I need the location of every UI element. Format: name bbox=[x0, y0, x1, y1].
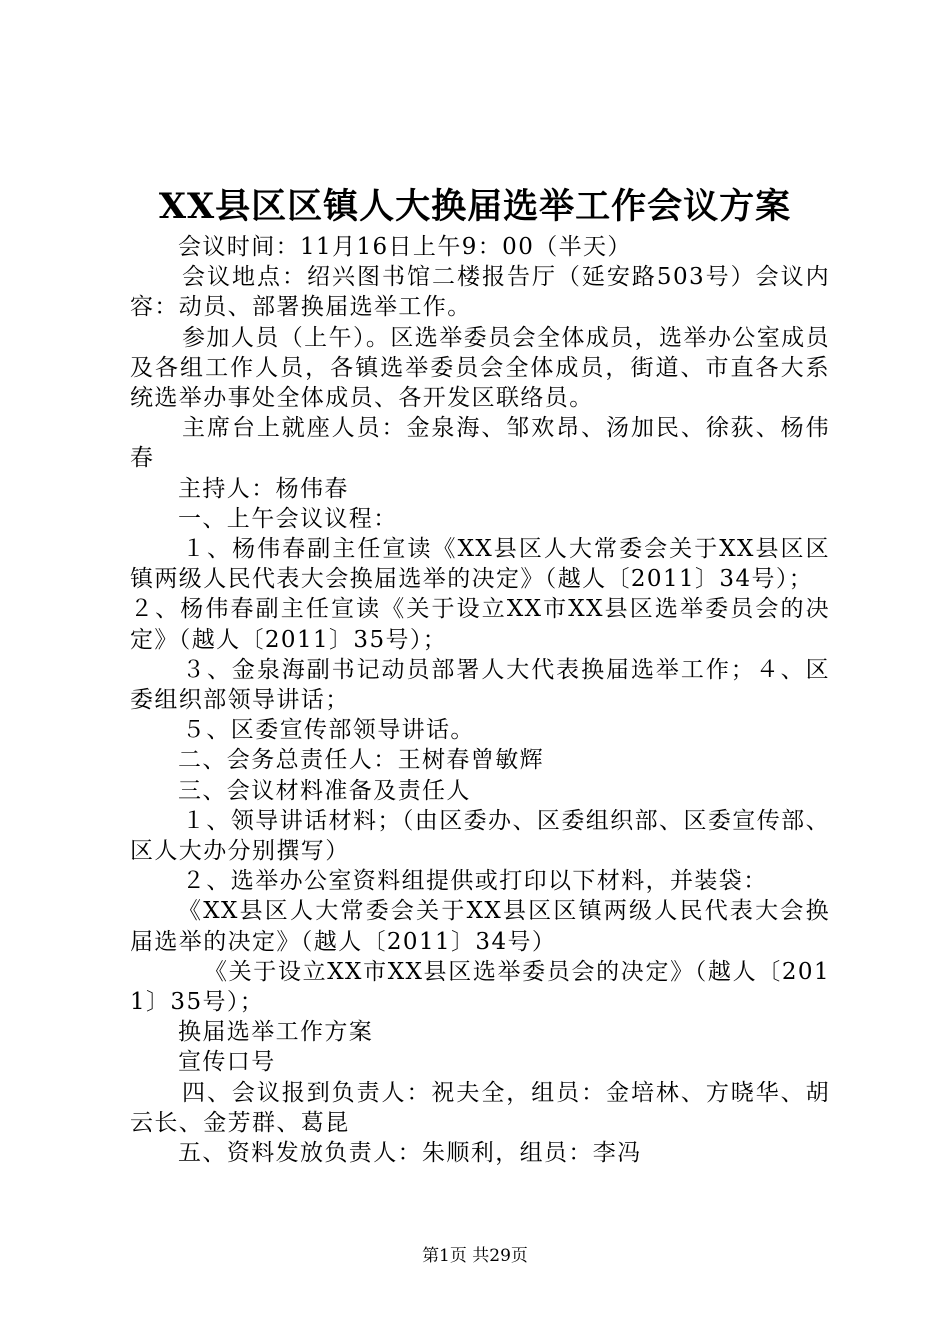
paragraph-host: 主持人：杨伟春 bbox=[178, 475, 349, 502]
paragraph-agenda-item-2: ２、杨伟春副主任宣读《关于设立XX市XX县区选举委员会的决定》（越人〔2011〕35号）； bbox=[130, 596, 830, 653]
paragraph-materials-heading: 三、会议材料准备及责任人 bbox=[178, 777, 471, 804]
paragraph-materials-item-2: ２、选举办公室资料组提供或打印以下材料，并装袋： bbox=[182, 868, 768, 895]
paragraph-agenda-item-1: １、杨伟春副主任宣读《XX县区人大常委会关于XX县区区镇两级人民代表大会换届选举的决定》（越人〔2011〕34号）； bbox=[130, 536, 830, 593]
paragraph-materials-item-1: １、领导讲话材料；（由区委办、区委组织部、区委宣传部、区人大办分别撰写） bbox=[130, 807, 830, 865]
document-title: XX县区区镇人大换届选举工作会议方案 bbox=[158, 186, 792, 227]
document-body bbox=[130, 232, 830, 1168]
paragraph-agenda-heading: 一、上午会议议程： bbox=[178, 505, 398, 532]
paragraph-agenda-item-3-4: ３、金泉海副书记动员部署人大代表换届选举工作；４、区委组织部领导讲话； bbox=[130, 656, 830, 714]
paragraph-material-work-plan: 换届选举工作方案 bbox=[178, 1019, 374, 1046]
paragraph-rostrum-seating: 主席台上就座人员：金泉海、邹欢昂、汤加民、徐荻、杨伟春 bbox=[130, 415, 830, 472]
paragraph-material-decision-34: 《XX县区人大常委会关于XX县区区镇两级人民代表大会换届选举的决定》（越人〔2011〕34号） bbox=[130, 898, 830, 955]
paragraph-agenda-item-5: ５、区委宣传部领导讲话。 bbox=[182, 717, 475, 744]
paragraph-general-responsible: 二、会务总责任人：王树春曾敏辉 bbox=[178, 747, 544, 774]
page-number-footer: 第1页 共29页 bbox=[422, 1246, 528, 1266]
paragraph-material-slogans: 宣传口号 bbox=[178, 1049, 276, 1076]
paragraph-material-decision-35: 《关于设立XX市XX县区选举委员会的决定》（越人〔2011〕35号）； bbox=[130, 958, 830, 1016]
paragraph-attendees: 参加人员（上午）。区选举委员会全体成员，选举办公室成员及各组工作人员，各镇选举委员会全体成员，街道、市直各大系统选举办事处全体成员、各开发区联络员。 bbox=[130, 324, 830, 412]
paragraph-meeting-time: 会议时间：11月16日上午9：00（半天） bbox=[178, 234, 632, 260]
paragraph-distribution-responsible: 五、资料发放负责人：朱顺利，组员：李冯 bbox=[178, 1140, 642, 1167]
paragraph-registration-responsible: 四、会议报到负责人：祝夫全，组员：金培林、方晓华、胡云长、金芳群、葛昆 bbox=[130, 1079, 830, 1136]
paragraph-meeting-location: 会议地点：绍兴图书馆二楼报告厅（延安路503号）会议内容：动员、部署换届选举工作。 bbox=[130, 264, 830, 321]
